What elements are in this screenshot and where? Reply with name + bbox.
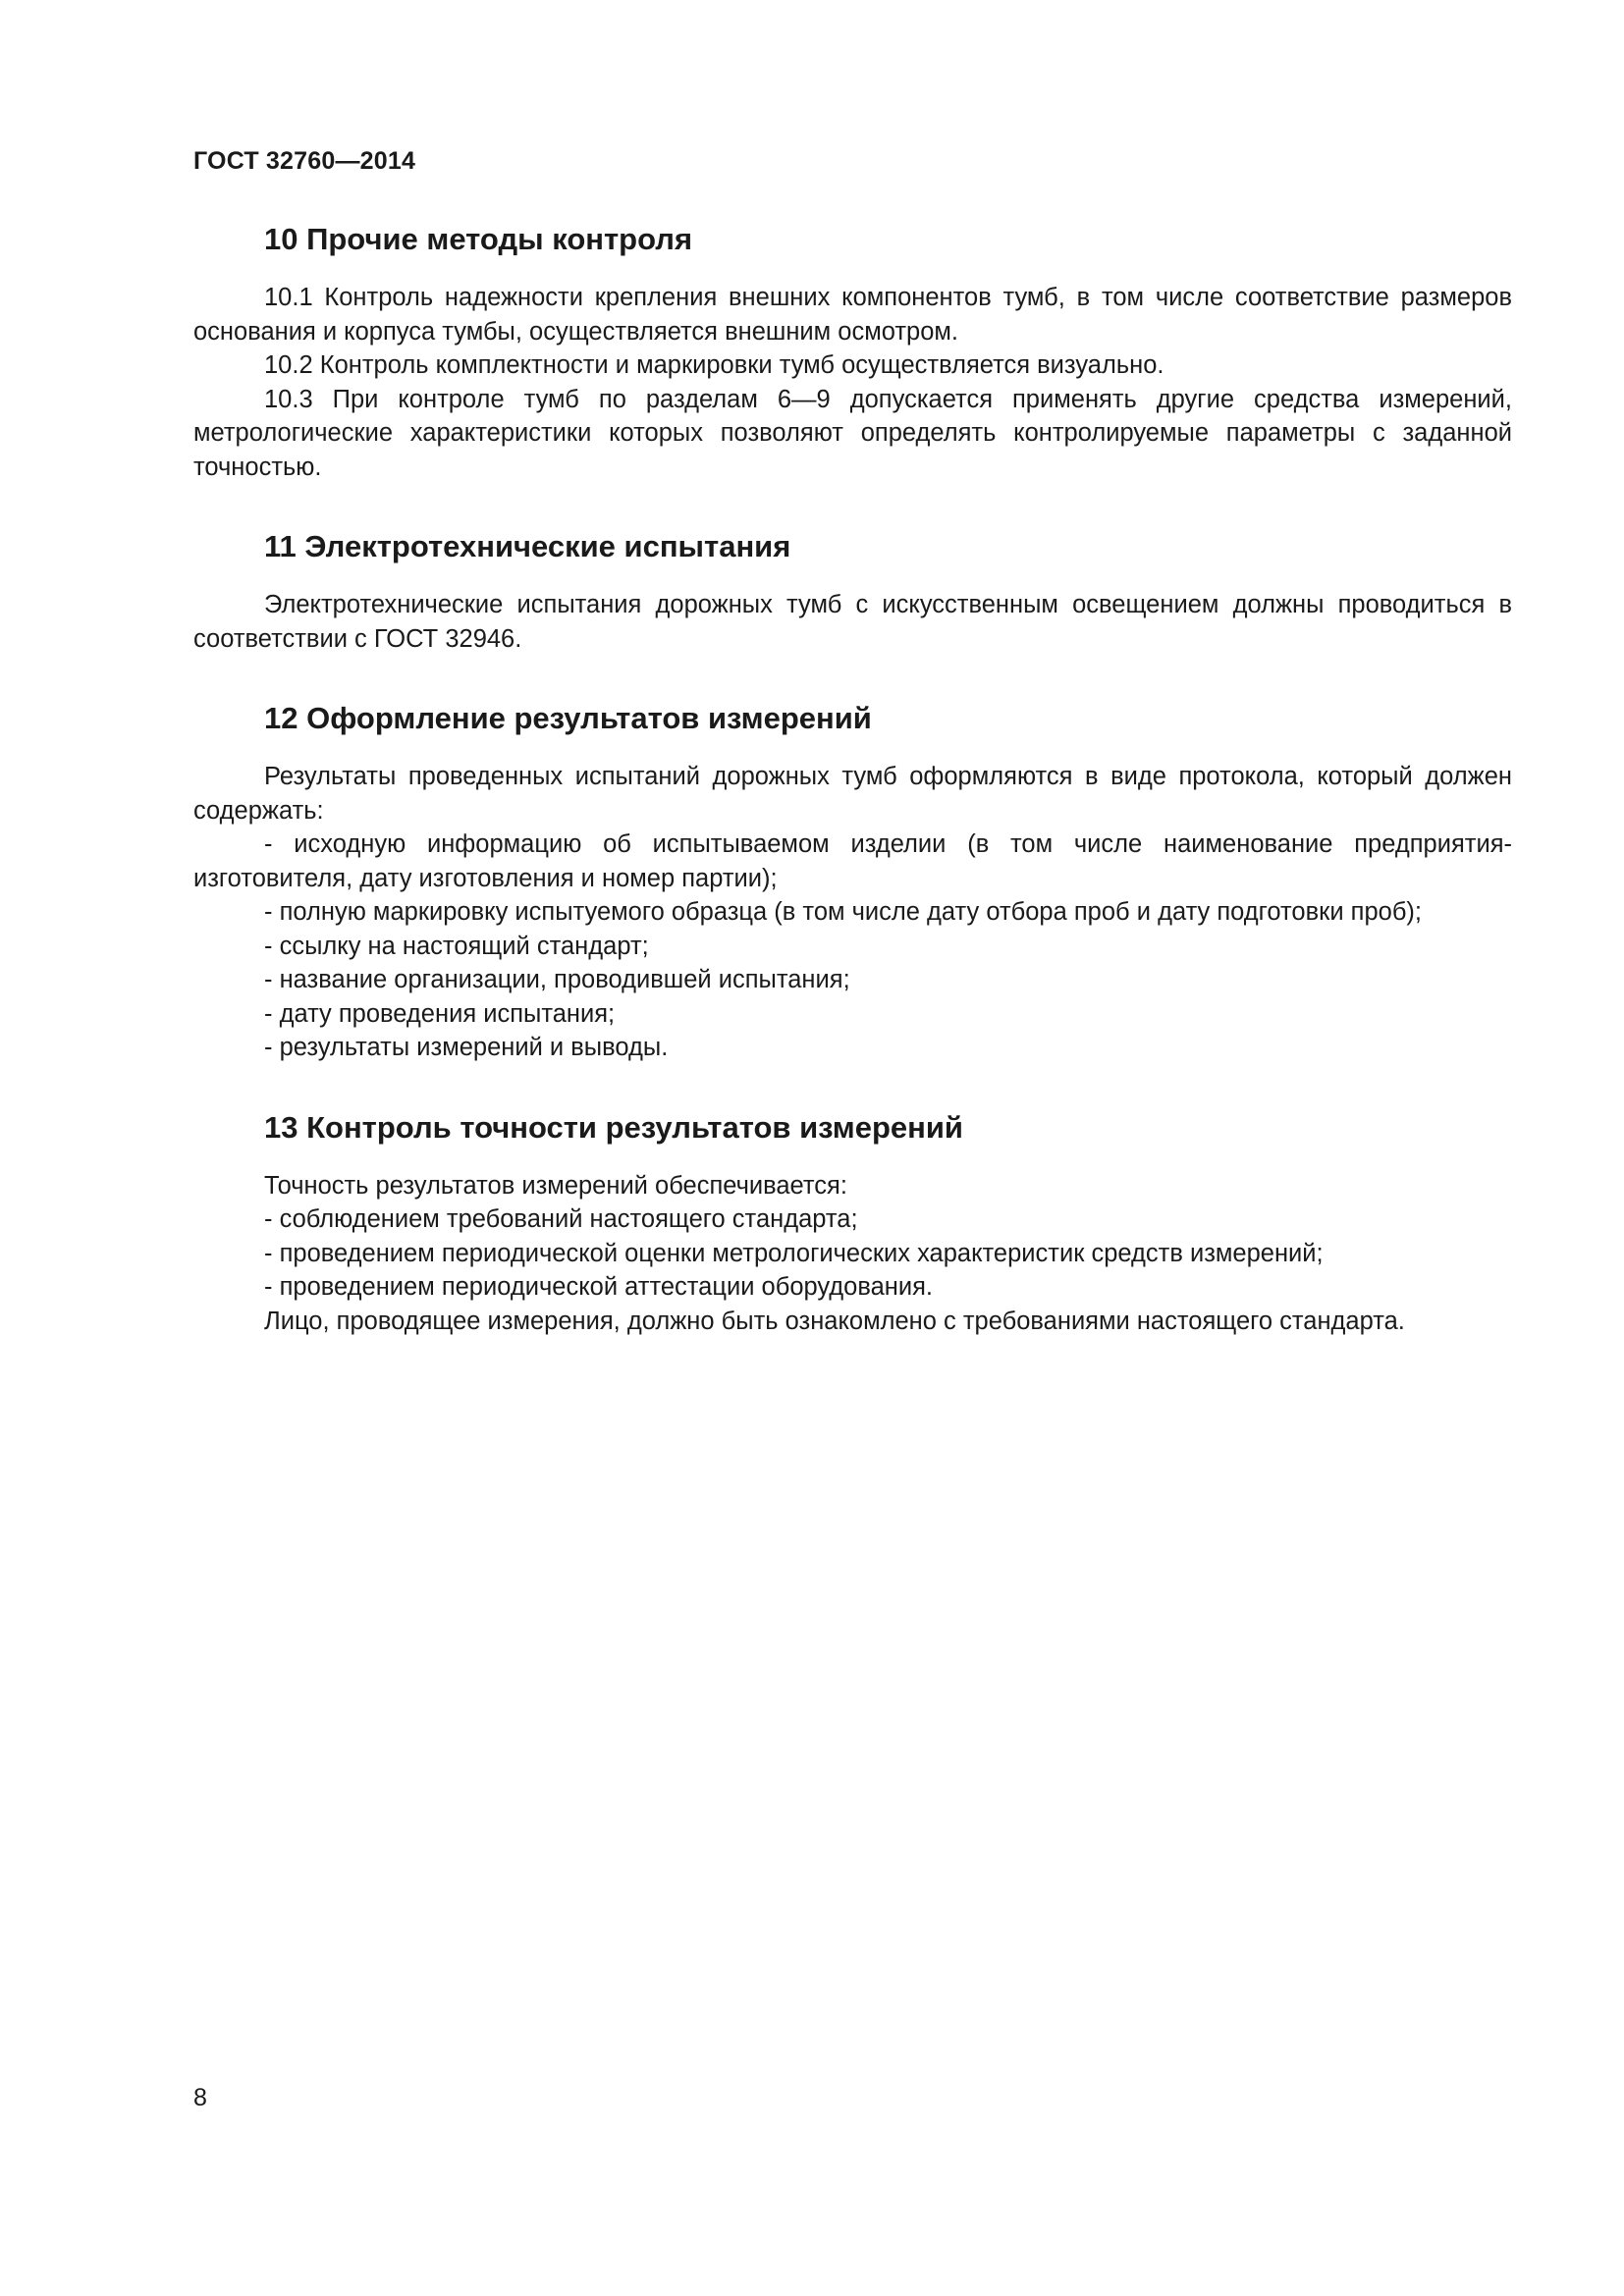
document-body	[193, 220, 1512, 1338]
list-item: - проведением периодической аттестации оборудования.	[264, 1273, 934, 1301]
paragraph: 10.3 При контроле тумб по разделам 6—9 допускается применять другие средства измерений, метрологические характеристики которых позволяют определять контролируемые параметры с заданной точностью.	[193, 385, 1512, 481]
list-item: - проведением периодической оценки метрологических характеристик средств измерений;	[264, 1239, 1324, 1267]
section-title: 12 Оформление результатов измерений	[264, 701, 872, 735]
document-code-header: ГОСТ 32760—2014	[193, 147, 416, 175]
section-13	[193, 1108, 1512, 1339]
list-item: - соблюдением требований настоящего стандарта;	[264, 1205, 858, 1233]
paragraph: Результаты проведенных испытаний дорожных тумб оформляются в виде протокола, который должен содержать:	[193, 763, 1512, 825]
section-title: 10 Прочие методы контроля	[264, 222, 693, 256]
section-10	[193, 220, 1512, 484]
list-item: - название организации, проводившей испытания;	[264, 966, 850, 993]
list-item: - полную маркировку испытуемого образца (в том числе дату отбора проб и дату подготовки проб);	[264, 898, 1423, 926]
page-number: 8	[193, 2084, 207, 2111]
list-item: - дату проведения испытания;	[264, 999, 616, 1028]
paragraph: 10.2 Контроль комплектности и маркировки тумб осуществляется визуально.	[264, 351, 1164, 379]
paragraph: 10.1 Контроль надежности крепления внешних компонентов тумб, в том числе соответствие размеров основания и корпуса тумбы, осуществляется внешним осмотром.	[193, 284, 1512, 346]
paragraph: Точность результатов измерений обеспечивается:	[264, 1171, 847, 1200]
paragraph: Лицо, проводящее измерения, должно быть ознакомлено с требованиями настоящего стандарта.	[264, 1307, 1405, 1335]
list-item: - ссылку на настоящий стандарт;	[264, 932, 649, 960]
section-11	[193, 527, 1512, 656]
section-12	[193, 699, 1512, 1065]
paragraph: Электротехнические испытания дорожных тумб с искусственным освещением должны проводиться в соответствии с ГОСТ 32946.	[193, 591, 1512, 653]
list-item: - результаты измерений и выводы.	[264, 1034, 669, 1061]
list-item: - исходную информацию об испытываемом изделии (в том числе наименование предприятия-изготовителя, дату изготовления и номер партии);	[193, 830, 1512, 892]
section-title: 11 Электротехнические испытания	[264, 529, 791, 563]
section-title: 13 Контроль точности результатов измерений	[264, 1109, 963, 1145]
